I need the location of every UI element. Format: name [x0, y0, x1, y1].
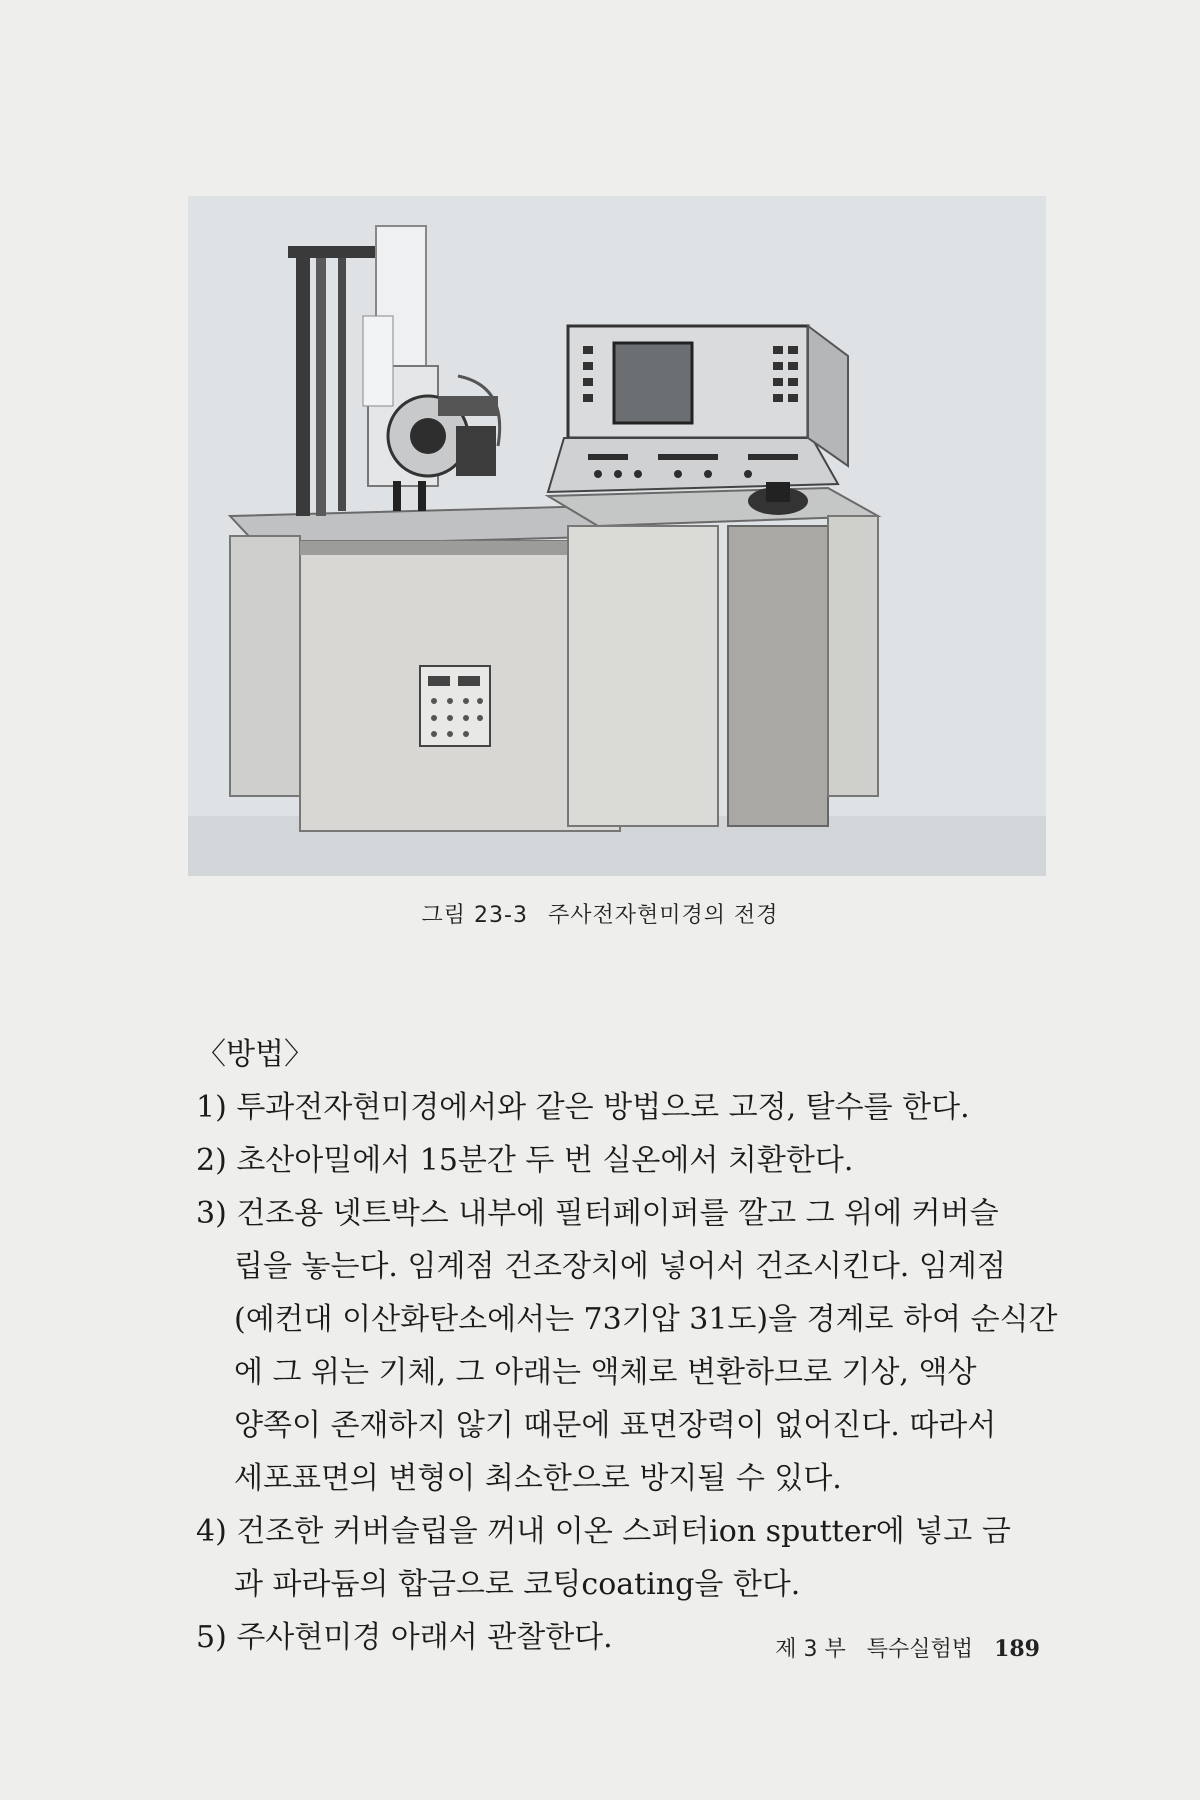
step-4: 4) 건조한 커버슬립을 꺼내 이온 스퍼터ion sputter에 넣고 금 — [196, 1514, 1011, 1549]
step-3-continued: 립을 놓는다. 임계점 건조장치에 넣어서 건조시킨다. 임계점 — [234, 1249, 1006, 1284]
step-1: 1) 투과전자현미경에서와 같은 방법으로 고정, 탈수를 한다. — [196, 1090, 970, 1125]
page-footer — [761, 1632, 1040, 1663]
step-5: 5) 주사현미경 아래서 관찰한다. — [196, 1620, 613, 1655]
sem-photograph — [188, 196, 1046, 876]
caption-label: 그림 23-3 — [421, 903, 528, 928]
scanning-electron-microscope-image — [188, 196, 1046, 876]
figure-caption — [0, 898, 1200, 929]
step-3-continued: (예컨대 이산화탄소에서는 73기압 31도)을 경계로 하여 순식간 — [234, 1302, 1058, 1337]
method-section — [196, 1028, 1076, 1664]
caption-text: 주사전자현미경의 전경 — [547, 903, 779, 928]
step-3-continued: 세포표면의 변형이 최소한으로 방지될 수 있다. — [234, 1461, 842, 1496]
step-4-continued: 과 파라듐의 합금으로 코팅coating을 한다. — [234, 1567, 801, 1602]
step-2: 2) 초산아밀에서 15분간 두 번 실온에서 치환한다. — [196, 1143, 854, 1178]
page-number: 189 — [994, 1636, 1040, 1662]
method-heading: 〈방법〉 — [196, 1037, 314, 1072]
footer-chapter: 특수실험법 — [866, 1637, 974, 1662]
step-3-continued: 양쪽이 존재하지 않기 때문에 표면장력이 없어진다. 따라서 — [234, 1408, 997, 1443]
step-3-continued: 에 그 위는 기체, 그 아래는 액체로 변환하므로 기상, 액상 — [234, 1355, 977, 1390]
step-3: 3) 건조용 넷트박스 내부에 필터페이퍼를 깔고 그 위에 커버슬 — [196, 1196, 999, 1231]
footer-part: 제 3 부 — [775, 1637, 846, 1662]
